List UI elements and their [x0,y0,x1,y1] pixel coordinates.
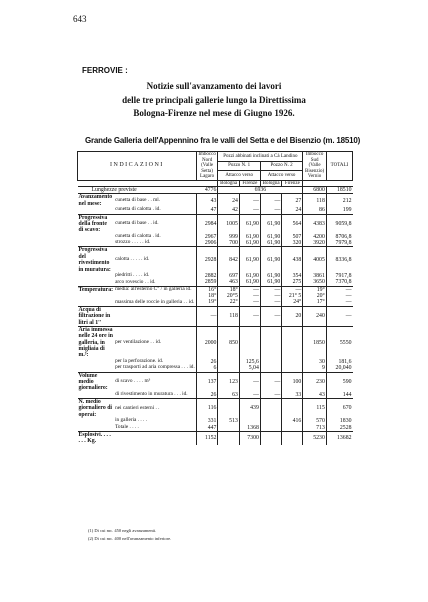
cell: 2967 [196,234,218,240]
cell: 63 [218,392,239,399]
row-sub-label: piedritti . . . . id. [114,273,196,279]
row-sub-label: arco rovescio . . id. [114,279,196,286]
cell: 1830 [339,418,352,425]
row-sub-label: cunetta di base . . id. [114,214,196,234]
table-row [78,214,353,234]
cell: 4005 [303,247,327,273]
cell: 8336,8 [326,247,352,273]
cell: 27 [282,194,303,207]
cell: 16° [196,286,218,293]
cell: 43 [196,194,218,207]
cell [282,365,303,372]
table-row [78,194,353,207]
cell: — [260,306,281,326]
cell: — [326,286,352,293]
row-group-label: Volume medio giornaliero: [78,372,115,392]
header-attacco-1: Attacco verso [218,171,260,181]
header-pozzi: Pozzi abbinati inclinati a Cà Landino [218,152,303,162]
lunghezze-label: Lunghezze previste [78,187,197,194]
cell: 438 [282,247,303,273]
heading-line-2: delle tre principali gallerie lungo la Direttissima [122,95,306,105]
table-row [78,286,353,293]
cell: — [239,194,260,207]
header-attacco-2: Attacco verso [260,171,302,181]
cell: 230 [303,372,327,392]
cell: 24 [218,194,239,207]
header-indicazioni: INDICAZIONI [78,152,197,181]
cell: — [260,286,281,293]
cell: 3920 [303,240,327,247]
cell [218,365,239,372]
table-row [78,326,353,358]
table-row [78,247,353,273]
cell: — [260,293,281,299]
cell: 4383 [303,214,327,234]
row-group-label: Temperatura: [78,286,114,293]
row-group-label: Esplosivi. . . . . . . Kg. [78,431,115,444]
cell: 1152 [196,431,218,444]
cell: 5550 [326,326,352,358]
cell: 115 [303,399,327,419]
table-row [78,306,353,326]
cell: 3650 [303,279,327,286]
cell: 86 [303,207,327,214]
cell [260,326,281,358]
cell: 20° [303,293,327,299]
header-firenze-1: Firenze [239,180,260,187]
row-sub-label: cunetta di calotta . id. [114,234,196,240]
cell: 144 [342,391,352,398]
cell: 18510 [326,187,352,194]
cell: — [239,306,260,326]
cell: — [239,392,260,399]
header-pozzo-1: Pozzo N. 1 [218,161,260,171]
cell: 416 [282,418,303,424]
cell: 700 [218,240,239,247]
cell [239,326,260,358]
row-group-label: Progressiva del rivestimento in muratura: [78,247,115,273]
cell: — [345,293,352,299]
cell [282,399,303,419]
row-group-label: N. medio giornaliero di operai: [78,399,113,418]
row-sub-label [114,306,196,326]
row-group-label [78,425,115,432]
cell: — [239,372,260,392]
row-sub-label: calotta . . . . . id. [114,247,196,273]
row-group-label [78,299,115,306]
cell [282,425,303,432]
cell: — [260,392,281,399]
table-row [78,372,353,392]
row-group-label: Progressiva della fronte di scavo: [78,214,115,234]
cell: 181,6 [338,358,352,365]
cell: 8706,8 [335,233,352,240]
progress-table [77,151,353,445]
cell: 61,90 [260,214,281,234]
table-row [78,392,353,399]
cell: 19° [196,299,218,306]
cell: — [345,299,352,306]
row-sub-label: nei cantieri esterni . . [114,399,196,419]
cell: 19° [303,286,327,293]
cell [260,431,281,444]
cell: 61,90 [239,279,260,286]
cell: 842 [218,247,239,273]
cell: 697 [218,273,239,279]
cell: 3861 [303,273,327,279]
row-sub-label: cunetta di calotta . id. [114,207,196,214]
cell: 24° [282,299,303,306]
cell: 439 [239,399,260,419]
cell: 354 [282,273,303,279]
row-sub-label: di scavo . . . . m³ [114,372,196,392]
cell: 125,6 [239,359,260,365]
row-sub-label: strozzo . . . . . id. [114,240,196,247]
cell: 1368 [239,425,260,432]
cell: — [239,299,260,306]
cell: 61,90 [239,240,260,247]
cell [218,431,239,444]
row-group-label: Acqua di filtrazione in litri al 1'' [78,306,115,326]
cell: 320 [282,240,303,247]
table-row [78,299,353,306]
cell: 463 [218,279,239,286]
cell: 30 [303,359,327,365]
cell: 570 [303,418,327,424]
cell: — [282,286,303,293]
cell: 7979,8 [335,240,352,246]
row-group-label [78,279,115,286]
cell: 5230 [303,431,327,444]
cell: 61,90 [239,273,260,279]
cell: 199 [342,207,352,214]
header-imbocco-sud: Imbocco Sud (Valle Bisenzio) Vernio [303,152,327,181]
cell: — [326,306,352,326]
cell: 6936 [218,187,303,194]
cell: 33 [282,392,303,399]
cell: 61,90 [260,234,281,240]
cell: 18° [196,293,218,299]
header-imbocco-nord: Imbocco Nord (Valle Setta) Lagaro [196,152,218,181]
cell: 212 [326,194,352,207]
cell: — [239,207,260,214]
cell [282,431,303,444]
cell: 61,90 [239,247,260,273]
heading-line-1: Notizie sull'avanzamento dei lavori [146,81,282,91]
cell: 123 [218,372,239,392]
cell: 47 [196,207,218,214]
row-sub-label: cunetta di base . . ml. [114,194,196,207]
cell: 564 [282,214,303,234]
row-group-label [78,240,115,247]
section-label: FERROVIE : [82,66,128,75]
cell: — [239,293,260,299]
table-row [78,425,353,432]
cell: — [260,299,281,306]
cell: 590 [326,372,352,392]
row-sub-label: per ventilazione . . id. [114,326,196,358]
heading-line-3: Bologna-Firenze nel mese di Giugno 1926. [133,108,295,118]
cell: 18° [218,286,239,293]
cell: 13682 [326,431,352,444]
table-subtitle: Grande Galleria dell'Appennino fra le valli del Setta e del Bisenzio (m. 18510) [85,136,361,145]
lunghezze-row [78,187,353,194]
cell: 275 [282,279,303,286]
row-sub-label: massima delle roccie in galleria . . id. [114,299,196,306]
cell: 61,90 [260,279,281,286]
cell: 61,90 [239,234,260,240]
cell: 2882 [196,273,218,279]
cell: — [239,286,260,293]
footnote-1: (1) Di cui mc. 450 negli avanzamenti. [88,528,157,533]
row-group-label [78,207,115,214]
cell: 118 [303,194,327,207]
cell: 999 [218,234,239,240]
cell: 2859 [196,279,218,286]
cell [218,399,239,419]
table-row [78,399,353,419]
cell: 137 [196,372,218,392]
cell: 1850 [303,326,327,358]
row-sub-label: Totale . . . . [114,425,196,432]
row-group-label: Aria immessa nelle 24 ore in galleria, in migliaia di m.³: [78,326,114,359]
cell: — [260,372,281,392]
cell: 26 [196,359,218,365]
cell: 507 [282,234,303,240]
cell: 7917,8 [335,272,352,279]
cell: 42 [218,207,239,214]
header-bologna-1: Bologna [218,180,239,187]
header-totali: TOTALI [326,152,352,181]
cell: 9059,8 [326,214,352,234]
cell: — [196,306,218,326]
page-number: 643 [73,14,87,24]
cell: 670 [326,399,352,419]
table-row [78,431,353,444]
cell: — [260,194,281,207]
cell: 7370,8 [335,279,352,286]
cell: 447 [196,425,218,432]
cell: 61,90 [260,240,281,247]
row-sub-label: in galleria . . . . [114,418,196,424]
cell: 24 [282,207,303,214]
cell: 43 [303,392,327,399]
cell: 713 [303,425,327,432]
cell: 61,90 [239,214,260,234]
footnote-2: (2) Di cui mc. 400 nell'avanzamento inferiore. [88,536,172,541]
table-body [78,187,353,445]
cell: — [260,207,281,214]
cell [260,399,281,419]
cell: 6 [196,365,218,372]
cell: 2906 [196,240,218,247]
row-sub-label: media: all'esterno C° / in galleria id. [114,286,196,293]
cell: 116 [196,399,218,419]
cell: 513 [218,418,239,424]
cell: 20°5 [218,293,239,299]
cell: 17° [303,299,327,306]
cell: 2528 [339,424,352,431]
table-row [78,207,353,214]
cell: 9 [303,365,327,372]
cell: 4776 [196,187,218,194]
cell: 20 [282,306,303,326]
row-sub-label: per trasporti ad aria compressa . . . id. [115,364,195,371]
row-sub-label [114,431,196,444]
cell: 6800 [303,187,327,194]
cell: 240 [303,306,327,326]
cell: 22° [218,299,239,306]
header-firenze-2: Firenze [282,180,303,187]
cell [260,425,281,432]
table-row [78,365,353,372]
row-group-label [78,392,115,399]
cell: 7300 [239,431,260,444]
cell: 4200 [303,234,327,240]
cell: 100 [282,372,303,392]
cell: 26 [196,392,218,399]
cell: 61,90 [260,247,281,273]
cell: 20,040 [335,365,352,372]
cell [218,425,239,432]
cell: 850 [218,326,239,358]
header-pozzo-2: Pozzo N. 2 [260,161,302,171]
row-sub-label: per la perforazione. id. [114,359,196,365]
cell [282,326,303,358]
cell: 1005 [218,214,239,234]
cell: 5,04 [239,365,260,372]
cell: 2928 [196,247,218,273]
row-group-label [78,365,115,372]
cell: 21° 5 [282,293,303,299]
cell: 2984 [196,214,218,234]
cell: 2000 [196,326,218,358]
cell: 118 [218,306,239,326]
row-sub-label: di rivestimento in muratura . . . id. [114,392,196,399]
table-row [78,240,353,247]
cell [260,365,281,372]
row-group-label: Avanzamento nel mese: [78,194,113,207]
cell: 61,90 [260,273,281,279]
header-bologna-2: Bologna [260,180,281,187]
cell: 331 [196,418,218,424]
